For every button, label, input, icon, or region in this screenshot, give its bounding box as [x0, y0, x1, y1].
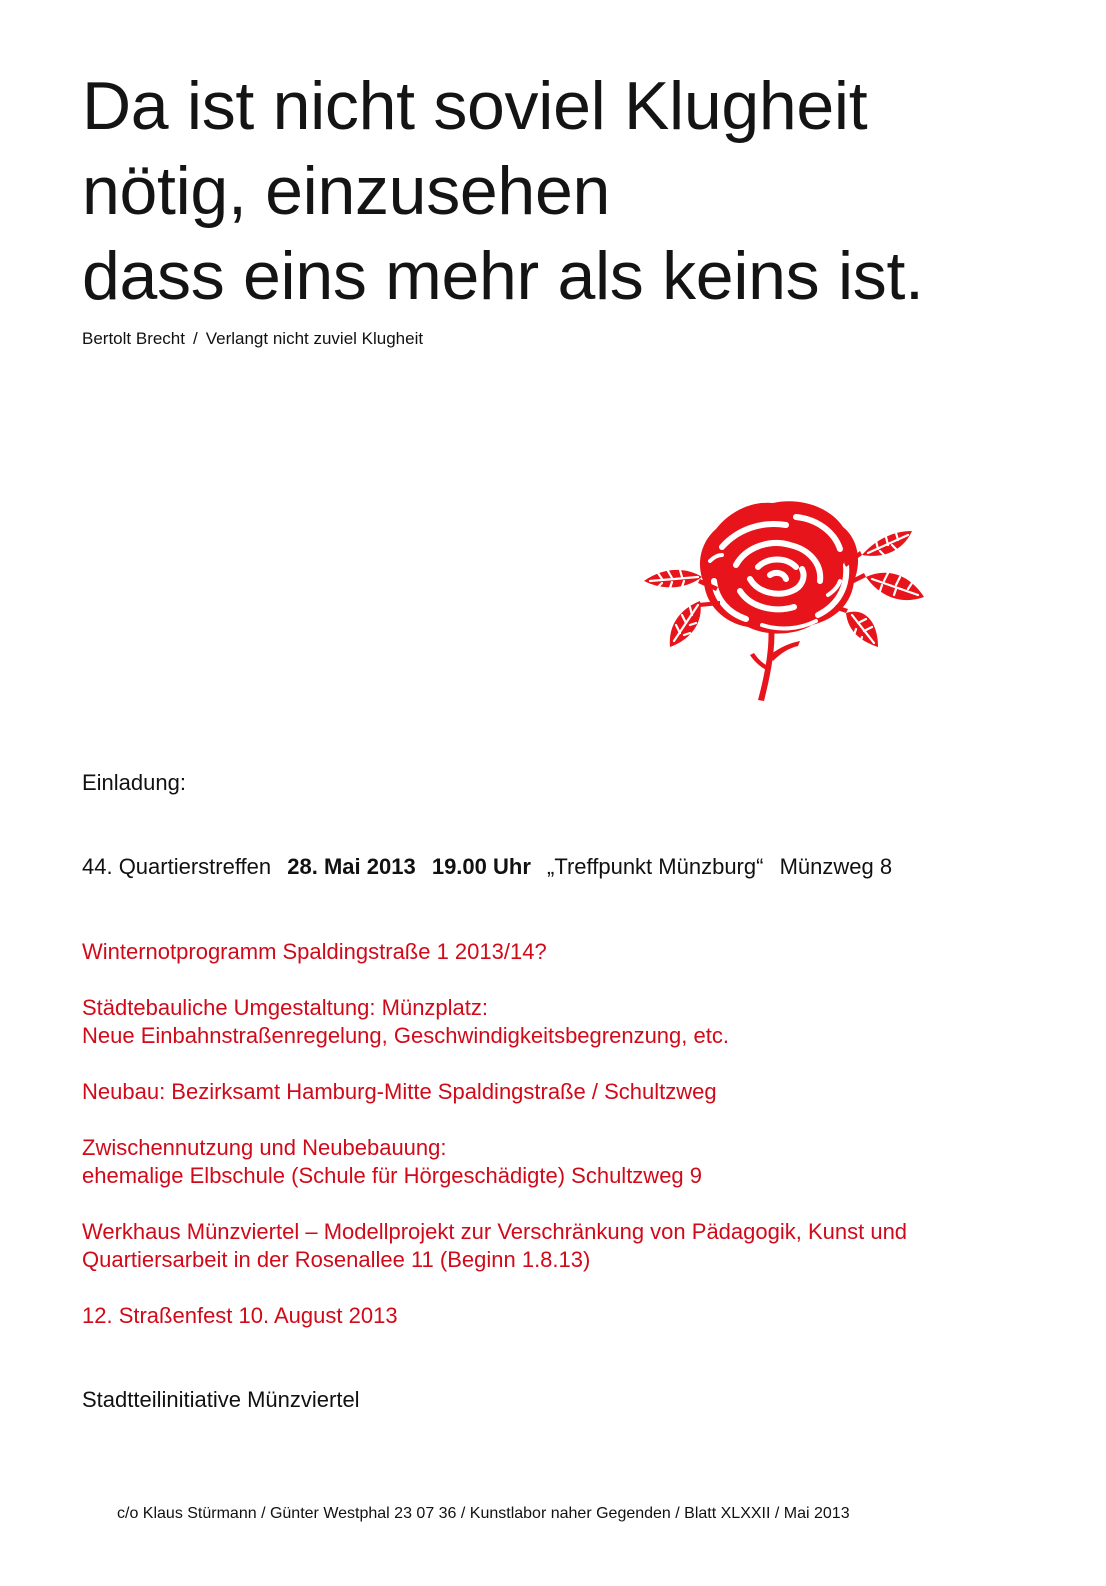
agenda-item	[82, 1134, 1072, 1190]
meeting-time: 19.00 Uhr	[431, 854, 531, 879]
quote-line-2: nötig, einzusehen	[82, 153, 610, 229]
meeting-event: 44. Quartierstreffen	[82, 854, 272, 879]
agenda-item-line: ehemalige Elbschule (Schule für Hörgeschädigte) Schultzweg 9	[82, 1163, 703, 1188]
agenda-item-line: Neubau: Bezirksamt Hamburg-Mitte Spaldingstraße / Schultzweg	[82, 1079, 717, 1104]
rose-icon	[640, 495, 930, 710]
agenda-item-line: Zwischennutzung und Neubebauung:	[82, 1135, 447, 1160]
agenda-item-line: Neue Einbahnstraßenregelung, Geschwindigkeitsbegrenzung, etc.	[82, 1023, 729, 1048]
agenda-item-line: Städtebauliche Umgestaltung: Münzplatz:	[82, 995, 489, 1020]
quote-line-1: Da ist nicht soviel Klugheit	[82, 68, 868, 144]
initiative-name: Stadtteilinitiative Münzviertel	[82, 1387, 360, 1412]
invitation-label: Einladung:	[82, 770, 186, 795]
quote-line-3: dass eins mehr als keins ist.	[82, 238, 924, 314]
agenda-item	[82, 1218, 1072, 1274]
agenda-item-line: Winternotprogramm Spaldingstraße 1 2013/14?	[82, 939, 547, 964]
attribution-author: Bertolt Brecht	[82, 329, 185, 348]
meeting-place: „Treffpunkt Münzburg“	[547, 854, 764, 879]
attribution-work: Verlangt nicht zuviel Klugheit	[205, 329, 424, 348]
agenda-item	[82, 994, 1072, 1050]
agenda-item	[82, 1078, 1072, 1106]
agenda-item-line: Quartiersarbeit in der Rosenallee 11 (Beginn 1.8.13)	[82, 1247, 591, 1272]
quote	[82, 64, 1062, 319]
meeting-info	[82, 854, 892, 880]
meeting-address: Münzweg 8	[779, 854, 893, 879]
agenda-item	[82, 1302, 1072, 1330]
footer-contact: c/o Klaus Stürmann / Günter Westphal 23 07 36 / Kunstlabor naher Gegenden / Blatt XLXXII / Mai 2013	[117, 1505, 850, 1522]
agenda-item	[82, 938, 1072, 966]
agenda-item-line: Werkhaus Münzviertel – Modellprojekt zur Verschränkung von Pädagogik, Kunst und	[82, 1219, 908, 1244]
attribution	[82, 329, 423, 349]
meeting-date: 28. Mai 2013	[287, 854, 416, 879]
attribution-separator: /	[193, 329, 198, 348]
agenda-list	[82, 938, 1072, 1358]
agenda-item-line: 12. Straßenfest 10. August 2013	[82, 1303, 398, 1328]
